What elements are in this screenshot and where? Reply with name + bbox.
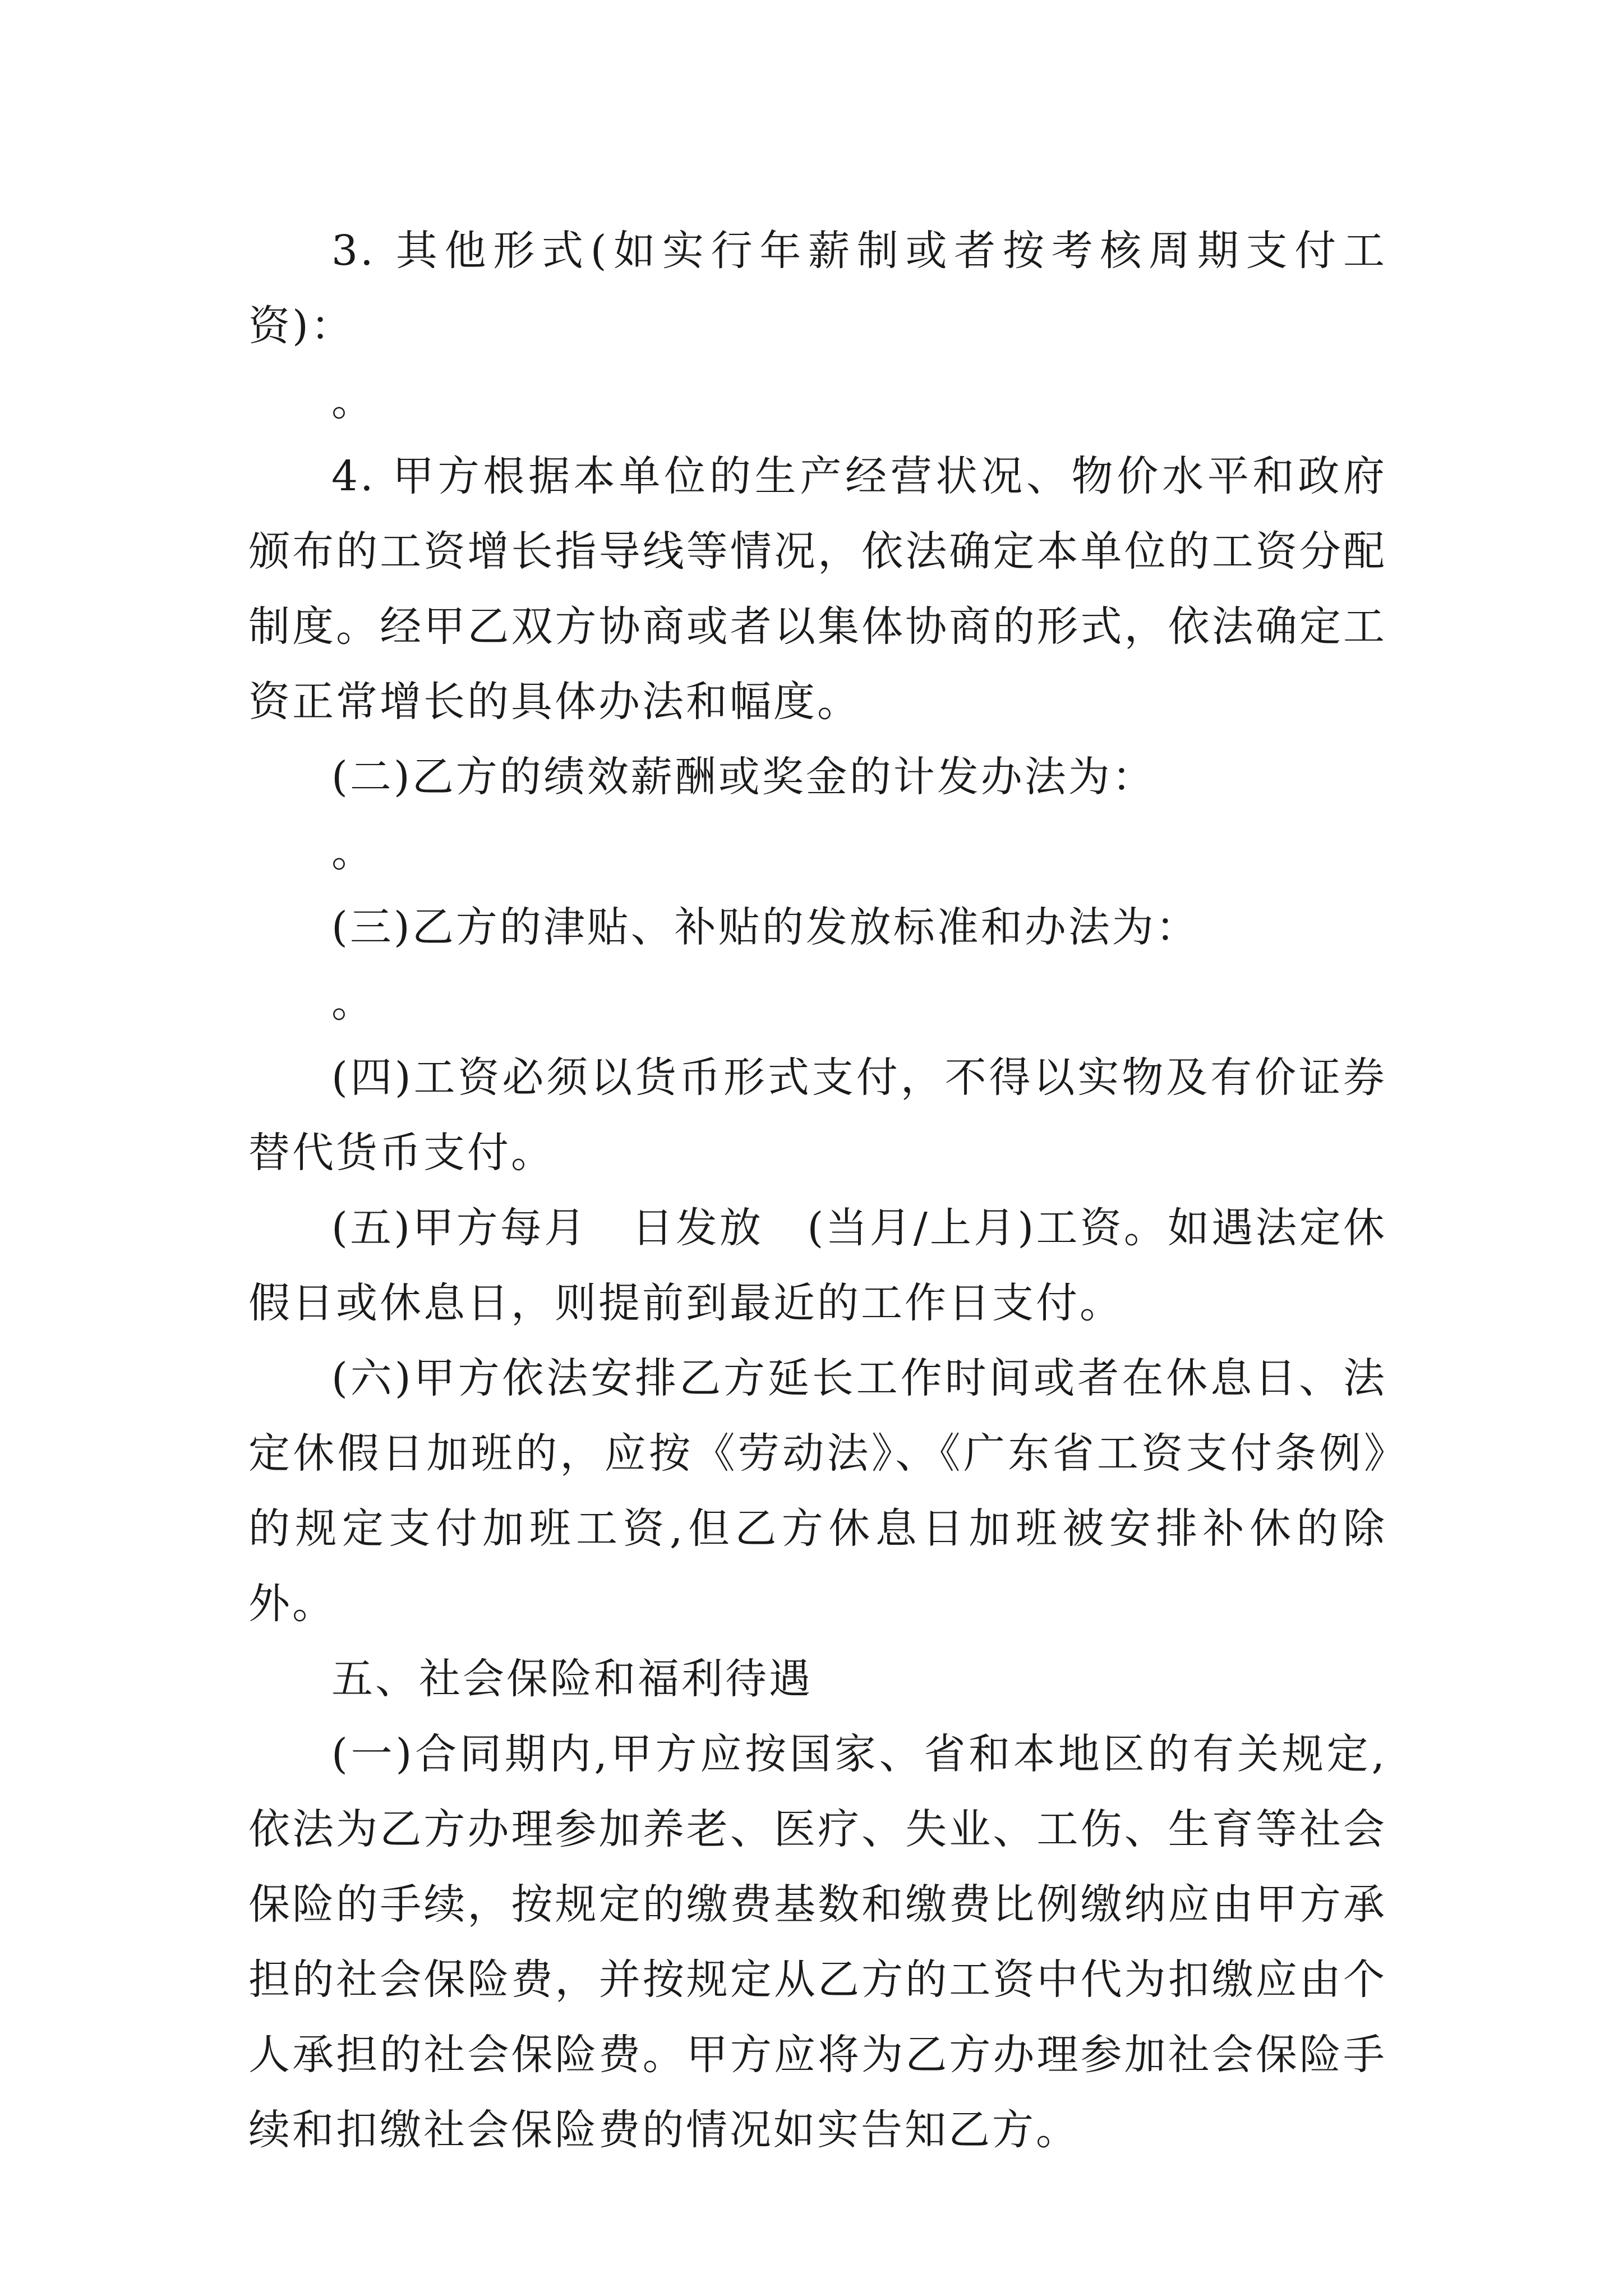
paragraph-pay-date: (五)甲方每月 日发放 (当月/上月)工资。如遇法定休假日或休息日，则提前到最近的工作日支付。 — [248, 1204, 1387, 1327]
paragraph-blank-period: 。 — [331, 828, 375, 876]
paragraph-wage-system: 4. 甲方根据本单位的生产经营状况、物价水平和政府颁布的工资增长指导线等情况，依法确定本单位的工资分配制度。经甲乙双方协商或者以集体协商的形式，依法确定工资正常增长的具体办法和幅度。 — [248, 452, 1387, 726]
paragraph-overtime-pay: (六)甲方依法安排乙方延长工作时间或者在休息日、法定休假日加班的，应按《劳动法》、《广东省工资支付条例》的规定支付加班工资,但乙方休息日加班被安排补休的除外。 — [248, 1354, 1387, 1628]
document-body — [248, 213, 1387, 2168]
paragraph-bonus-method: (二)乙方的绩效薪酬或奖金的计发办法为： — [331, 753, 1156, 801]
paragraph-other-pay-forms: 3. 其他形式(如实行年薪制或者按考核周期支付工资)： — [248, 227, 1387, 350]
paragraph-blank-period: 。 — [331, 978, 375, 1027]
paragraph-social-insurance: (一)合同期内,甲方应按国家、省和本地区的有关规定,依法为乙方办理参加养老、医疗、失业、工伤、生育等社会保险的手续，按规定的缴费基数和缴费比例缴纳应由甲方承担的社会保险费，并按规定从乙方的工资中代为扣缴应由个人承担的社会保险费。甲方应将为乙方办理参加社会保险手续和扣缴社会保险费的情况如实告知乙方。 — [248, 1730, 1387, 2154]
paragraph-blank-period: 。 — [331, 377, 375, 425]
paragraph-currency-payment: (四)工资必须以货币形式支付，不得以实物及有价证券替代货币支付。 — [248, 1053, 1387, 1177]
paragraph-allowance-method: (三)乙方的津贴、补贴的发放标准和办法为： — [331, 903, 1200, 951]
section-heading-social-insurance: 五、社会保险和福利待遇 — [331, 1655, 813, 1703]
